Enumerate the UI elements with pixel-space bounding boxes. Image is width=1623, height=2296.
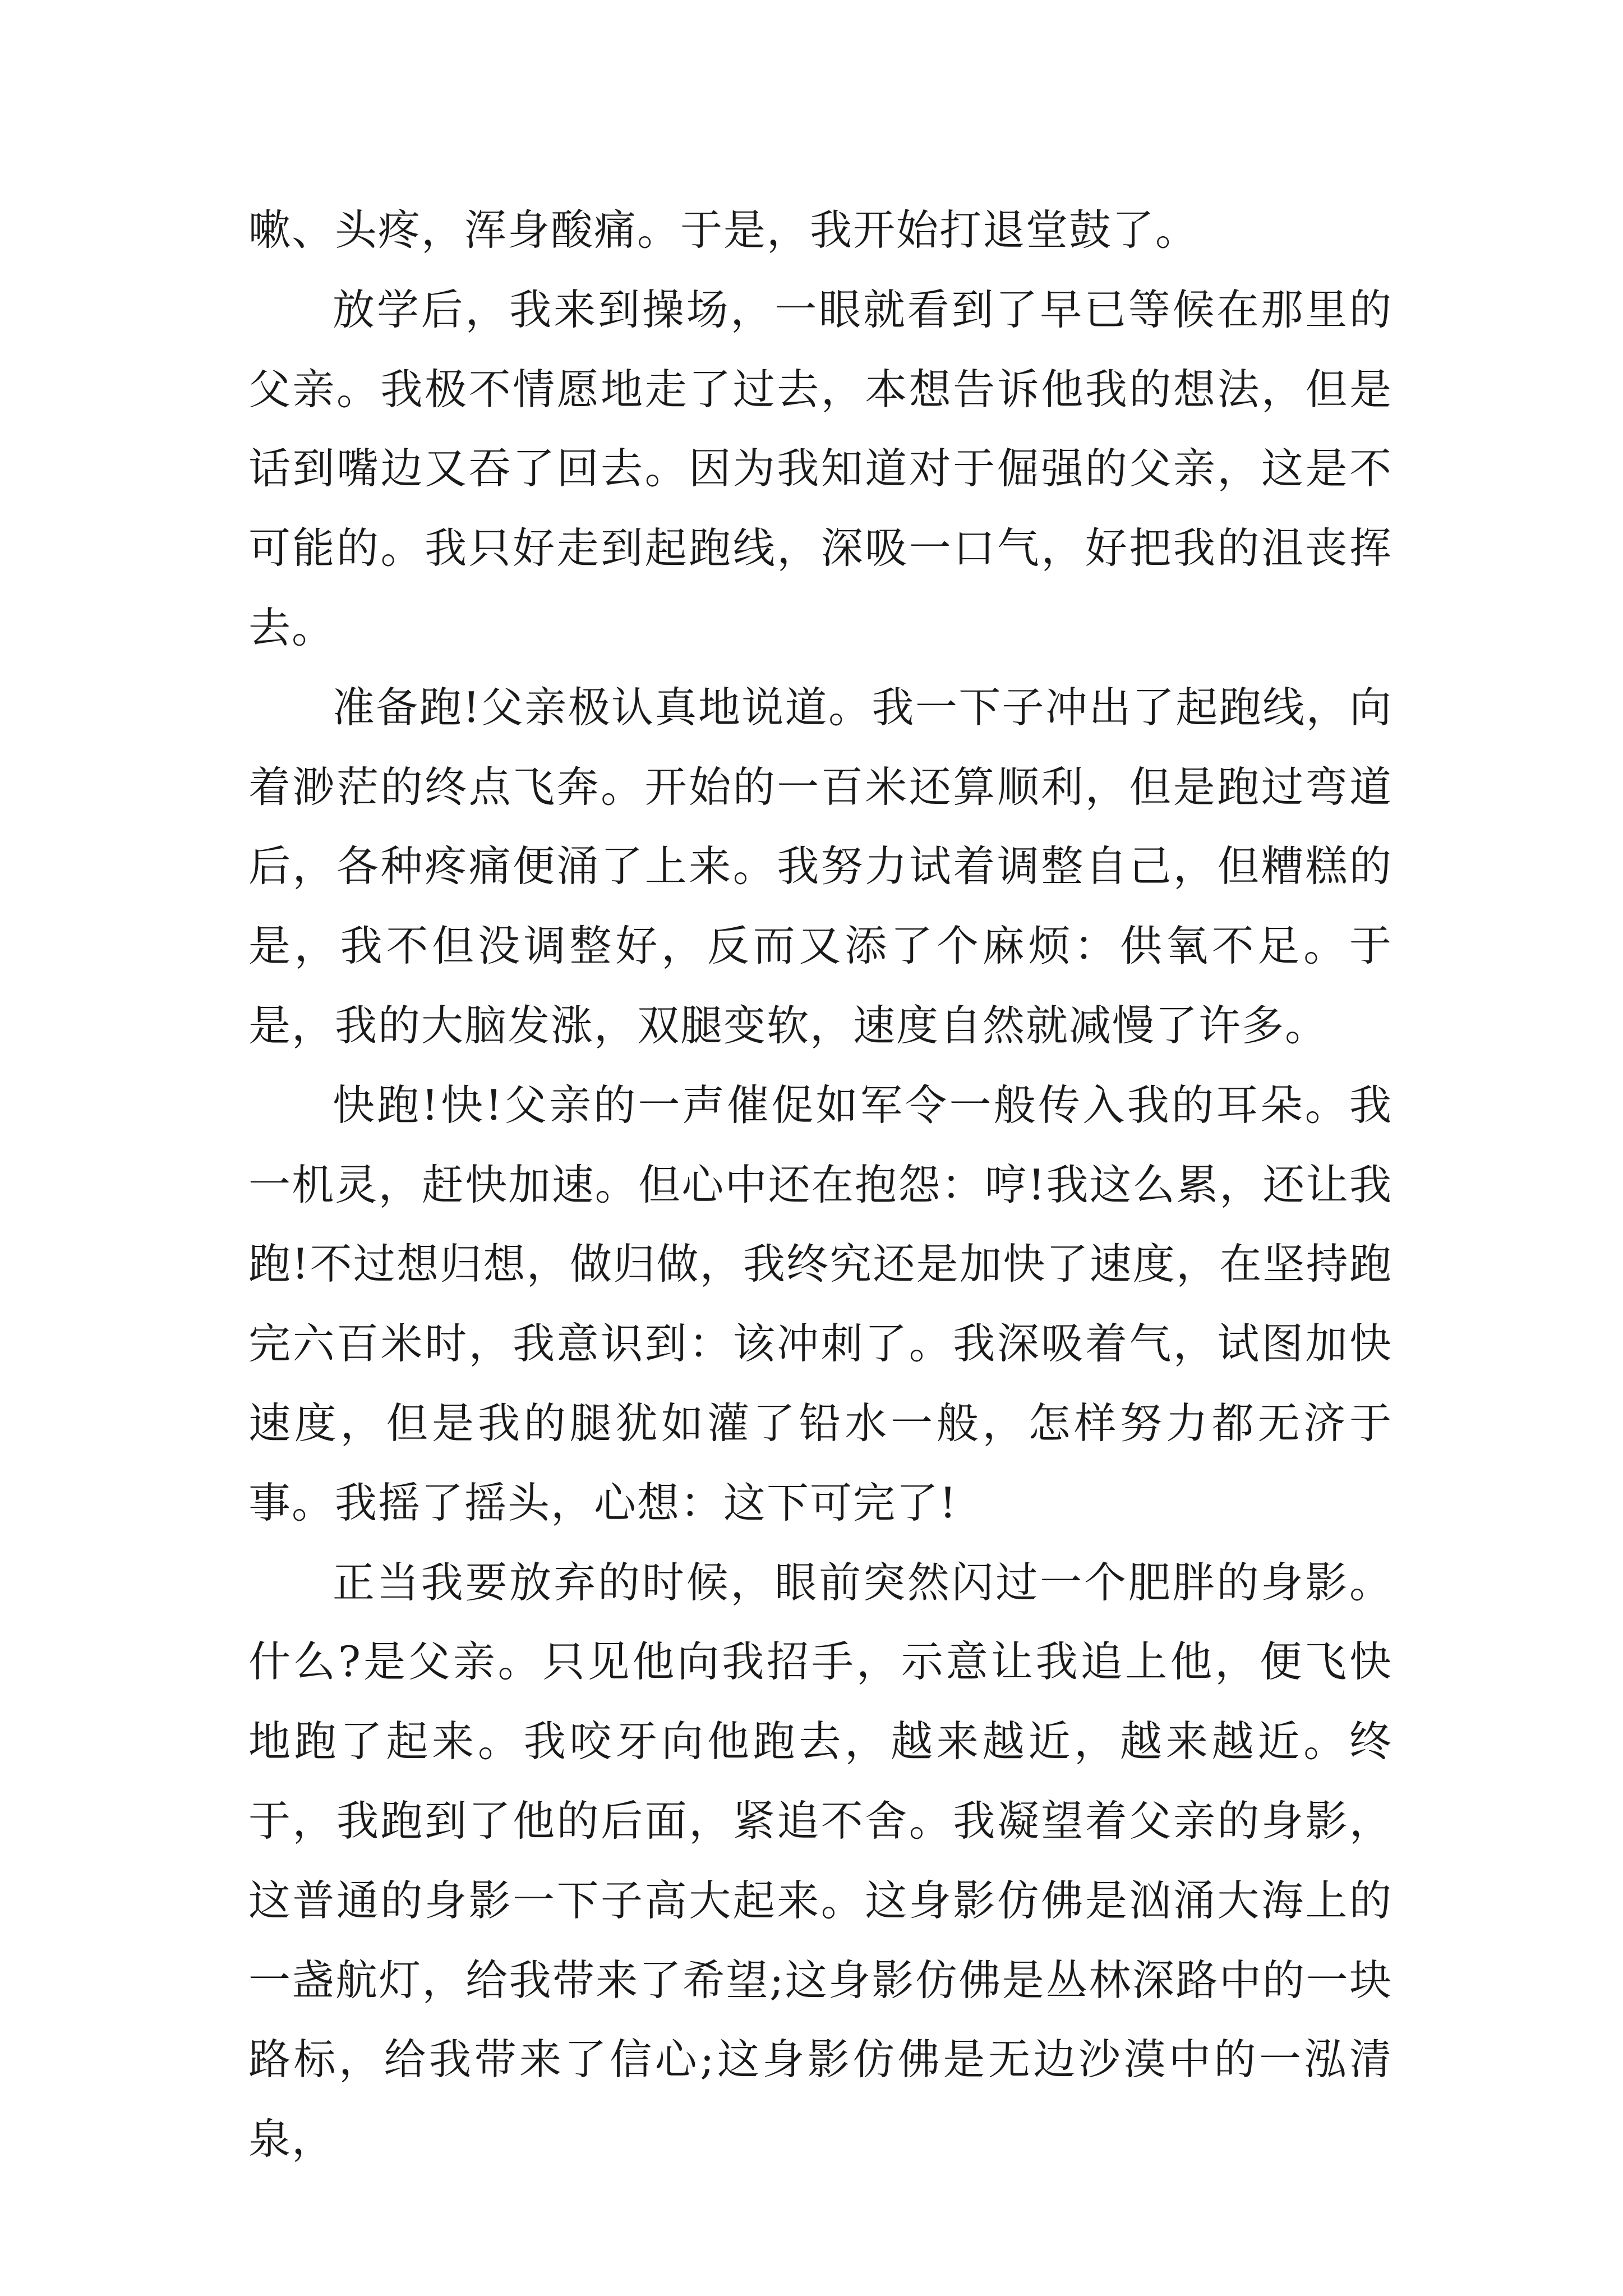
paragraph: 快跑!快!父亲的一声催促如军令一般传入我的耳朵。我一机灵，赶快加速。但心中还在抱怨：哼!我这么累，还让我跑!不过想归想，做归做，我终究还是加快了速度，在坚持跑完六百米时，我意识到：该冲刺了。我深吸着气，试图加快速度，但是我的腿犹如灌了铅水一般，怎样努力都无济于事。我摇了摇头，心想：这下可完了!: [248, 1080, 1393, 1527]
article-body: [248, 191, 1393, 2179]
paragraph: 正当我要放弃的时候，眼前突然闪过一个肥胖的身影。什么?是父亲。只见他向我招手，示意让我追上他，便飞快地跑了起来。我咬牙向他跑去，越来越近，越来越近。终于，我跑到了他的后面，紧追不舍。我凝望着父亲的身影，这普通的身影一下子高大起来。这身影仿佛是汹涌大海上的一盏航灯，给我带来了希望;这身影仿佛是丛林深路中的一块路标，给我带来了信心;这身影仿佛是无边沙漠中的一泓清泉，: [248, 1557, 1393, 2164]
paragraph: 放学后，我来到操场，一眼就看到了早已等候在那里的父亲。我极不情愿地走了过去，本想告诉他我的想法，但是话到嘴边又吞了回去。因为我知道对于倔强的父亲，这是不可能的。我只好走到起跑线，深吸一口气，好把我的沮丧挥去。: [248, 284, 1393, 652]
paragraph: 准备跑!父亲极认真地说道。我一下子冲出了起跑线，向着渺茫的终点飞奔。开始的一百米还算顺利，但是跑过弯道后，各种疼痛便涌了上来。我努力试着调整自己，但糟糕的是，我不但没调整好，反而又添了个麻烦：供氧不足。于是，我的大脑发涨，双腿变软，速度自然就减慢了许多。: [248, 682, 1393, 1050]
paragraph-continued: 嗽、头疼，浑身酸痛。于是，我开始打退堂鼓了。: [248, 205, 1199, 255]
